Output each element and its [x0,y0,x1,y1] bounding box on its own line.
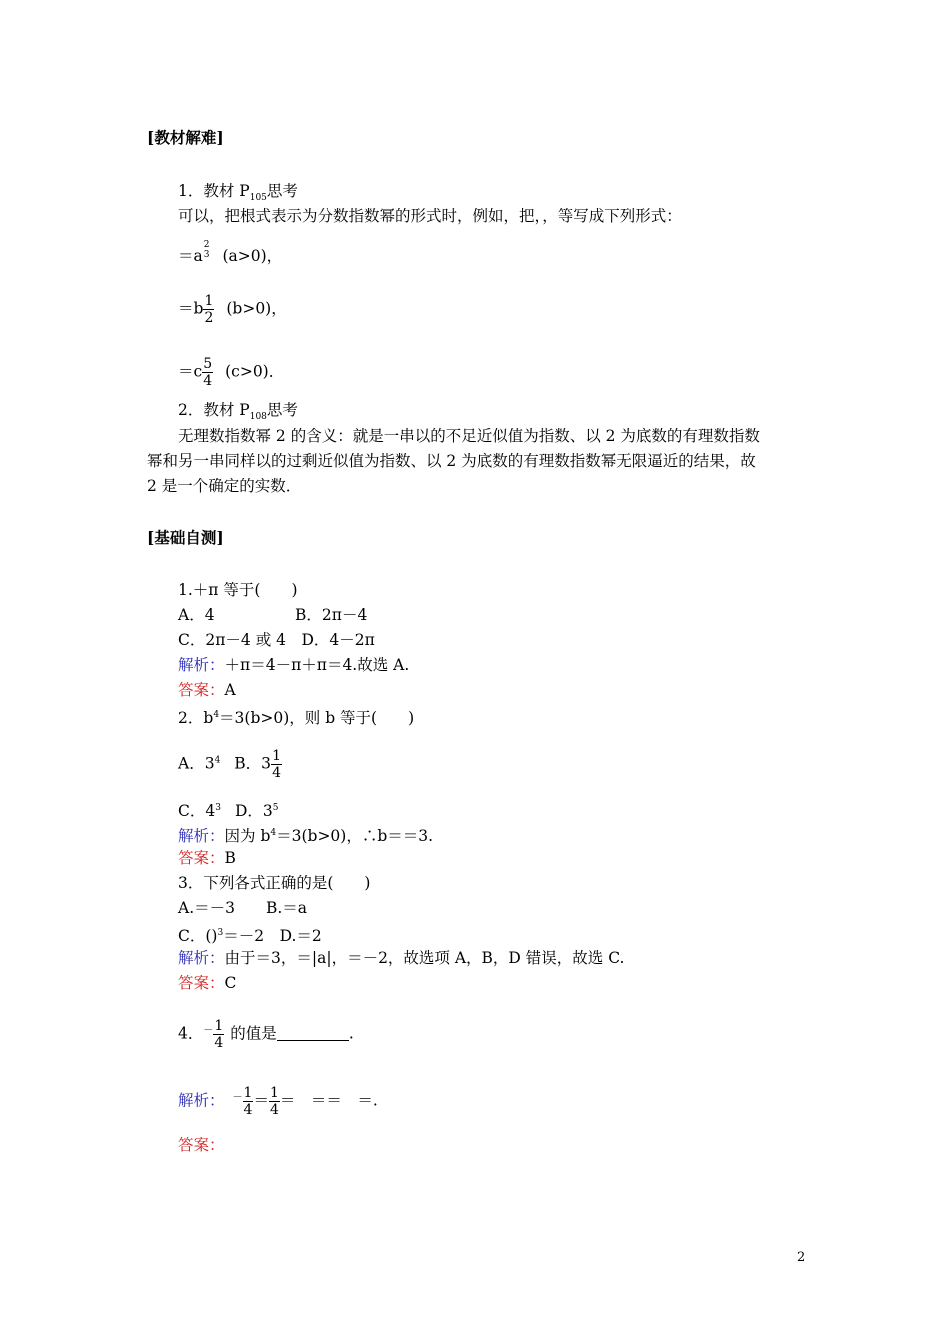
item1-body: 可以，把根式表示为分数指数幂的形式时，例如，把，，等写成下列形式： [178,207,682,225]
q1-option-b: B．2π－4 [295,606,368,624]
q1-stem: 1.＋π 等于( ) [178,581,298,599]
q4-analysis: 解析： － $\frac{1}{4}$ ＝ $\frac{1}{4}$ ＝ ＝＝ ＝. [178,1085,378,1118]
q1-option-a: A．4 [178,606,215,624]
q3-stem: 3．下列各式正确的是( ) [178,874,371,892]
section-heading-self-test: [基础自测] [147,528,224,547]
q2-answer: 答案：B [178,849,236,867]
q4-answer: 答案： [178,1136,225,1154]
q4-answer-blank[interactable] [277,1026,349,1041]
q2-options-ab: A．$3^4$ B．3 $\frac{1}{4}$ [178,748,281,781]
q2-stem: 2．$b^4=3(b>0)$，则 b 等于( ) [178,709,415,728]
item2-title: 2．教材 $P_{108}$思考 [178,401,298,423]
item2-line2: 幂和另一串同样以的过剩近似值为指数、以 2 为底数的有理数指数幂无限逼近的结果，故 [147,452,756,470]
item2-line1: 无理数指数幂 2 的含义：就是一串以的不足近似值为指数、以 2 为底数的有理数指数 [178,427,760,445]
q3-analysis: 解析：由于＝3，＝|a|，＝－2，故选项 A，B，D 错误，故选 C. [178,949,625,967]
q3-options-cd: C．()$^3$＝－2 D.＝2 [178,927,322,946]
q1-answer: 答案：A [178,681,236,699]
equation-c: ＝c $\frac{5}{4}$ (c>0)． [178,356,285,389]
q4-stem: 4．－ $\frac{1}{4}$ 的值是 . [178,1018,354,1051]
equation-a: ＝a 2 3 (a>0)， [178,240,283,265]
q1-analysis: 解析：＋π＝4－π＋π＝4.故选 A. [178,656,410,674]
item1-title: 1．教材 $P_{105}$思考 [178,182,298,204]
item2-line3: 2 是一个确定的实数． [147,477,302,495]
section-heading-textbook: [教材解难] [147,128,224,147]
page-number: 2 [797,1250,806,1265]
q2-analysis: 解析：因为 $b^4=3(b>0)$，∴b＝＝3. [178,827,434,846]
equation-b: ＝b $\frac{1}{2}$ (b>0)， [178,293,287,326]
q1-options-cd: C．2π－4 或 4 D．4－2π [178,631,375,649]
q3-answer: 答案：C [178,974,237,992]
q3-options-ab: A.＝－3 B.＝a [178,899,308,917]
q2-options-cd: C．$4^3$ D．$3^5$ [178,802,279,821]
